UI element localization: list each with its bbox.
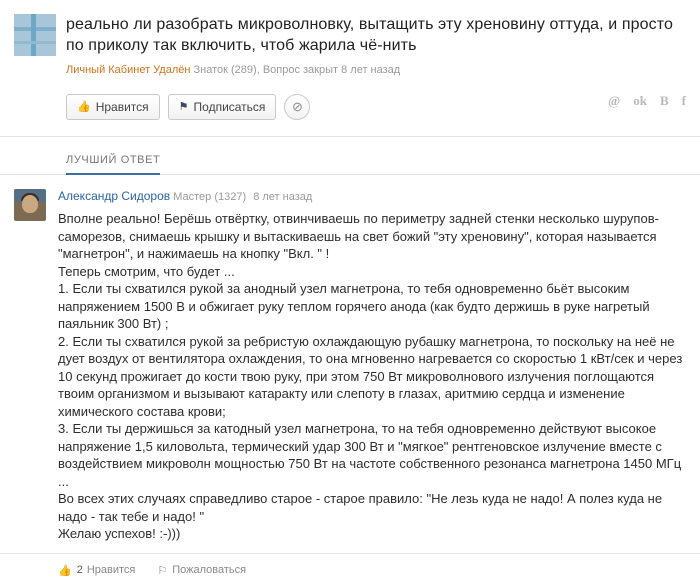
answer-block <box>0 175 700 543</box>
share-mailru-icon[interactable]: @ <box>608 93 621 108</box>
answer-paragraph: 1. Если ты схватился рукой за анодный узел магнетрона, то тебя одновременно бьёт высоким напряжением 1500 В и обжигает руку теплом горячего анода (как будто держишь в руке нагретый паяльник 300 Вт) ; <box>58 281 650 331</box>
subscribe-button[interactable] <box>168 94 277 120</box>
question-status: Вопрос закрыт 8 лет назад <box>262 64 401 76</box>
answer-text <box>58 210 686 543</box>
answer-like-label: Нравится <box>86 564 136 576</box>
answer-like-count: 2 <box>76 564 83 576</box>
answer-paragraph: Желаю успехов! :-))) <box>58 526 181 541</box>
question-author-rank: Знаток (289), <box>193 64 260 76</box>
share-vkontakte-icon[interactable]: В <box>659 93 669 108</box>
question-avatar <box>14 14 56 56</box>
question-main <box>66 14 686 90</box>
answer-like-button[interactable] <box>58 564 135 577</box>
answer-paragraph: 2. Если ты схватился рукой за ребристую охлаждающую рубашку магнетрона, то поскольку на неё не дует воздух от вентилятора охлаждения, то она мгновенно нагревается со скоростью 1 кВт/сек и через 10 секунд прожигает до кости твою руку, при этом 750 Вт микроволнового излучения поглощаются твоим организмом и вызывают катаракту или слепоту в глазах, аритмию сердца и изменение химического состава крови; <box>58 333 683 419</box>
block-icon: ⊘ <box>291 99 303 114</box>
page-title: реально ли разобрать микроволновку, вытащить эту хреновину оттуда, и просто по приколу так включить, чтоб жарила чё-нить <box>66 16 673 54</box>
answer-avatar[interactable] <box>14 189 46 221</box>
answer-footer <box>0 553 700 585</box>
answer-main <box>58 189 686 543</box>
share-facebook-icon[interactable]: f <box>681 93 686 108</box>
question-meta <box>66 64 686 76</box>
answer-paragraph: Во всех этих случаях справедливо старое - старое правило: "Не лезь куда не надо! А полез куда не надо - так тебе и надо! " <box>58 491 663 524</box>
subscribe-button-label: Подписаться <box>193 100 266 114</box>
answer-complain-label: Пожаловаться <box>172 564 247 576</box>
answer-paragraph: Вполне реально! Берёшь отвёртку, отвинчиваешь по периметру задней стенки несколько шурупов-саморезов, снимаешь крышку и вытаскиваешь на свет божий "эту хреновину", которая называется "магнетрон", и нажимаешь на кнопку "Вкл. " ! <box>58 211 659 261</box>
tab-best-answer[interactable]: ЛУЧШИЙ ОТВЕТ <box>66 154 160 175</box>
share-odnoklassniki-icon[interactable]: ok <box>633 93 647 108</box>
answer-timestamp: 8 лет назад <box>253 191 313 203</box>
thumbs-up-icon: 👍 <box>58 564 72 577</box>
answer-meta <box>58 189 686 203</box>
like-button-label: Нравится <box>95 100 149 114</box>
answer-paragraph: Теперь смотрим, что будет ... <box>58 263 235 279</box>
answer-author-rank: Мастер (1327) <box>173 191 247 203</box>
share-icons <box>608 94 686 107</box>
answer-complain-button[interactable] <box>157 564 246 577</box>
question-author-link[interactable]: Личный Кабинет Удалён <box>66 64 191 76</box>
answer-paragraph: 3. Если ты держишься за катодный узел магнетрона, то на тебя одновременно действуют высокое напряжение 1,5 киловольта, термический удар 300 Вт и "мягкое" рентгеновское излучение вместе с воздействием микроволн мощностью 750 Вт на частоте собственного резонанса магнетрона 1450 МГц ... <box>58 421 682 489</box>
like-button[interactable] <box>66 94 160 120</box>
answer-author-link[interactable]: Александр Сидоров <box>58 189 171 203</box>
flag-outline-icon: ⚐ <box>157 564 168 577</box>
block-button[interactable] <box>284 94 310 120</box>
question-block <box>0 0 700 90</box>
flag-icon: ⚑ <box>178 100 189 113</box>
best-answer-tab-bar <box>0 137 700 175</box>
question-actions <box>0 90 700 124</box>
thumbs-up-icon: 👍 <box>77 100 91 113</box>
